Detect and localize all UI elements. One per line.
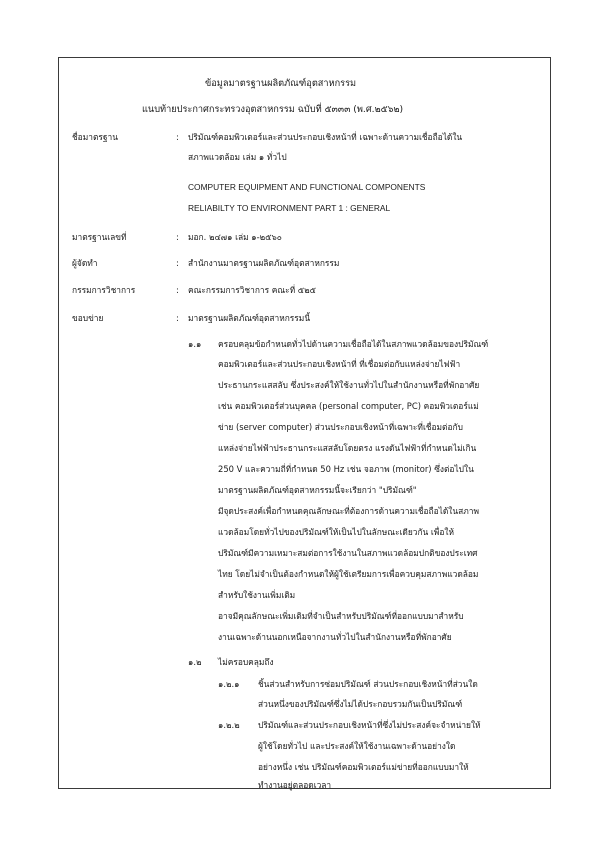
scope-item-1-line: ครอบคลุมข้อกำหนดทั่วไปด้านความเชื่อถือได้ในสภาพแวดล้อมของปริมัณฑ์ (218, 339, 489, 349)
prepared-by-label: ผู้จัดทำ (72, 258, 98, 268)
document-title: ข้อมูลมาตรฐานผลิตภัณฑ์อุตสาหกรรม (205, 78, 357, 89)
scope-item-1-line: ประธานกระแสสลับ ซึ่งประสงค์ให้ใช้งานทั่วไปในสำนักงานหรือที่พักอาศัย (218, 380, 480, 390)
scope-item-1-line: มีจุดประสงค์เพื่อกำหนดคุณลักษณะที่ต้องการด้านความเชื่อถือได้ในสภาพ (218, 506, 479, 516)
scope-item-1-line: สำหรับใช้งานเพิ่มเติม (218, 590, 296, 600)
scope-subitem-1-line: ชิ้นส่วนสำหรับการซ่อมปริมัณฑ์ ส่วนประกอบเชิงหน้าที่ส่วนใด (258, 679, 478, 689)
scope-item-1-line: ปริมัณฑ์มีความเหมาะสมต่อการใช้งานในสภาพแวดล้อมปกติของประเทศ (218, 548, 478, 558)
scope-item-1-line: มาตรฐานผลิตภัณฑ์อุตสาหกรรมนี้จะเรียกว่า "ปริมัณฑ์" (218, 485, 417, 495)
scope-item-1-line: แวดล้อมโดยทั่วไปของปริมัณฑ์ให้เป็นไปในลักษณะเดียวกัน เพื่อให้ (218, 527, 454, 537)
scope-item-1-line: งานเฉพาะด้านนอกเหนือจากงานทั่วไปในสำนักงานหรือที่พักอาศัย (218, 632, 452, 642)
standard-name-english-line-2: RELIABILTY TO ENVIRONMENT PART 1 : GENERAL (188, 203, 391, 213)
scope-item-2-text: ไม่ครอบคลุมถึง (218, 657, 274, 667)
scope-value: มาตรฐานผลิตภัณฑ์อุตสาหกรรมนี้ (188, 313, 311, 323)
standard-name-line-1: ปริมัณฑ์คอมพิวเตอร์และส่วนประกอบเชิงหน้าที่ เฉพาะด้านความเชื่อถือได้ใน (188, 132, 463, 142)
committee-colon: : (176, 285, 179, 295)
standard-name-line-2: สภาพแวดล้อม เล่ม ๑ ทั่วไป (188, 152, 287, 162)
standard-name-colon: : (176, 132, 179, 142)
standard-number-colon: : (176, 232, 179, 242)
scope-subitem-2-line: ผู้ใช้โดยทั่วไป และประสงค์ให้ใช้งานเฉพาะด้านอย่างใด (258, 741, 456, 751)
prepared-by-value: สำนักงานมาตรฐานผลิตภัณฑ์อุตสาหกรรม (188, 258, 340, 268)
standard-number-label: มาตรฐานเลขที่ (72, 232, 127, 242)
standard-number-value: มอก. ๒๔๗๑ เล่ม ๑-๒๕๖๐ (188, 232, 282, 242)
standard-name-english-line-1: COMPUTER EQUIPMENT AND FUNCTIONAL COMPONENTS (188, 182, 426, 192)
scope-item-1-line: อาจมีคุณลักษณะเพิ่มเติมที่จำเป็นสำหรับปริมัณฑ์ที่ออกแบบมาสำหรับ (218, 611, 464, 621)
scope-item-2-number: ๑.๒ (188, 657, 202, 667)
scope-subitem-2-line: อย่างหนึ่ง เช่น ปริมัณฑ์คอมพิวเตอร์แม่ข่ายที่ออกแบบมาให้ (258, 762, 469, 772)
scope-item-1-line: ข่าย (server computer) ส่วนประกอบเชิงหน้าที่เฉพาะที่เชื่อมต่อกับ (218, 422, 463, 432)
scope-item-1-number: ๑.๑ (188, 339, 202, 349)
committee-label: กรรมการวิชาการ (72, 285, 136, 295)
standard-name-label: ชื่อมาตรฐาน (72, 132, 118, 142)
document-subtitle: แนบท้ายประกาศกระทรวงอุตสาหกรรม ฉบับที่ ๕๓๓๓ (พ.ศ.๒๕๖๒) (142, 104, 404, 115)
scope-item-1-line: ไทย โดยไม่จำเป็นต้องกำหนดให้ผู้ใช้เตรียมการเพื่อควบคุมสภาพแวดล้อม (218, 569, 479, 579)
prepared-by-colon: : (176, 258, 179, 268)
committee-value: คณะกรรมการวิชาการ คณะที่ ๕๒๕ (188, 285, 317, 295)
scope-item-1-line: คอมพิวเตอร์และส่วนประกอบเชิงหน้าที่ ที่เชื่อมต่อกับแหล่งจ่ายไฟฟ้า (218, 359, 461, 369)
scope-subitem-1-line: ส่วนหนึ่งของปริมัณฑ์ซึ่งไม่ได้ประกอบรวมกันเป็นปริมัณฑ์ (258, 699, 463, 709)
scope-item-1-line: เช่น คอมพิวเตอร์ส่วนบุคคล (personal computer, PC) คอมพิวเตอร์แม่ (218, 401, 479, 411)
scope-subitem-2-line: ปริมัณฑ์และส่วนประกอบเชิงหน้าที่ซึ่งไม่ประสงค์จะจำหน่ายให้ (258, 720, 481, 730)
scope-colon: : (176, 313, 179, 323)
scope-subitem-2-line: ทำงานอยู่ตลอดเวลา (258, 780, 332, 790)
scope-item-1-line: แหล่งจ่ายไฟฟ้าประธานกระแสสลับโดยตรง แรงดันไฟฟ้าที่กำหนดไม่เกิน (218, 443, 477, 453)
scope-subitem-1-number: ๑.๒.๑ (218, 679, 240, 689)
scope-item-1-line: 250 V และความถี่ที่กำหนด 50 Hz เช่น จอภาพ (monitor) ซึ่งต่อไปใน (218, 464, 474, 474)
scope-label: ขอบข่าย (72, 313, 104, 323)
scope-subitem-2-number: ๑.๒.๒ (218, 720, 240, 730)
